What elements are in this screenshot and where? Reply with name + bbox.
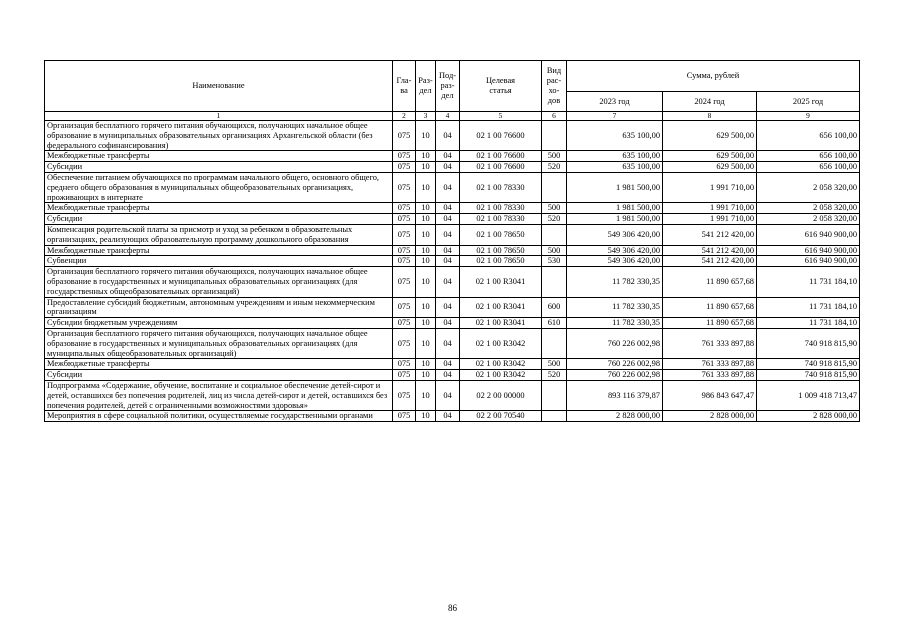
row-vid: 610 [542,318,567,329]
row-glava: 075 [393,380,416,410]
row-razdel: 10 [416,318,436,329]
row-glava: 075 [393,328,416,358]
row-sum-2025: 616 940 900,00 [757,224,860,245]
row-sum-2025: 656 100,00 [757,121,860,151]
row-sum-2025: 740 918 815,90 [757,370,860,381]
row-name: Субсидии бюджетным учреждениям [45,318,393,329]
row-sum-2025: 656 100,00 [757,162,860,173]
row-sum-2024: 1 991 710,00 [663,214,757,225]
row-target: 02 1 00 R3042 [460,370,542,381]
header-podrazdel: Под- раз- дел [436,61,460,112]
table-row [45,370,860,381]
table-row [45,224,860,245]
index-cell: 6 [542,112,567,121]
row-name: Организация бесплатного горячего питания обучающихся, получающих начальное общее образование в муниципальных образовательных организациях Архангельской области (без федерального софинансирования) [45,121,393,151]
row-glava: 075 [393,224,416,245]
row-name: Предоставление субсидий бюджетным, автономным учреждениям и иным некоммерческим организациям [45,297,393,318]
row-sum-2024: 629 500,00 [663,151,757,162]
row-sum-2025: 616 940 900,00 [757,245,860,256]
row-vid: 520 [542,370,567,381]
row-sum-2024: 1 991 710,00 [663,172,757,202]
index-cell: 2 [393,112,416,121]
row-glava: 075 [393,256,416,267]
row-vid [542,328,567,358]
row-razdel: 10 [416,121,436,151]
row-name: Организация бесплатного горячего питания обучающихся, получающих начальное общее образование в государственных и муниципальных образовательных организациях (для государственных общеобразовательных организаций) [45,267,393,297]
row-sum-2025: 2 058 320,00 [757,172,860,202]
row-sum-2025: 1 009 418 713,47 [757,380,860,410]
row-sum-2023: 11 782 330,35 [567,318,663,329]
row-sum-2023: 760 226 002,98 [567,359,663,370]
header-sum: Сумма, рублей [567,61,860,92]
row-razdel: 10 [416,151,436,162]
row-razdel: 10 [416,214,436,225]
table-row [45,172,860,202]
row-glava: 075 [393,370,416,381]
row-name: Межбюджетные трансферты [45,151,393,162]
row-sum-2023: 1 981 500,00 [567,214,663,225]
index-cell: 1 [45,112,393,121]
header-2023: 2023 год [567,92,663,112]
row-target: 02 2 00 00000 [460,380,542,410]
row-glava: 075 [393,318,416,329]
row-name: Субвенции [45,256,393,267]
row-glava: 075 [393,172,416,202]
row-podrazdel: 04 [436,224,460,245]
budget-table [44,60,860,422]
row-sum-2025: 616 940 900,00 [757,256,860,267]
row-name: Субсидии [45,370,393,381]
row-glava: 075 [393,151,416,162]
row-sum-2024: 1 991 710,00 [663,203,757,214]
row-sum-2023: 635 100,00 [567,162,663,173]
row-podrazdel: 04 [436,172,460,202]
row-target: 02 1 00 R3042 [460,359,542,370]
row-glava: 075 [393,411,416,422]
row-target: 02 1 00 R3041 [460,297,542,318]
table-row [45,151,860,162]
row-sum-2023: 635 100,00 [567,121,663,151]
header-glava: Гла- ва [393,61,416,112]
row-sum-2023: 11 782 330,35 [567,297,663,318]
row-sum-2023: 893 116 379,87 [567,380,663,410]
row-vid: 500 [542,359,567,370]
table-body [45,112,860,422]
row-podrazdel: 04 [436,318,460,329]
row-vid [542,380,567,410]
row-sum-2025: 11 731 184,10 [757,297,860,318]
index-cell: 7 [567,112,663,121]
row-glava: 075 [393,203,416,214]
row-target: 02 2 00 70540 [460,411,542,422]
row-sum-2023: 549 306 420,00 [567,245,663,256]
row-name: Подпрограмма «Содержание, обучение, воспитание и социальное обеспечение детей-сирот и детей, оставшихся без попечения родителей, лиц из числа детей-сирот и детей, оставшихся без попечения родителей, детей с ограниченными возможностями здоровья» [45,380,393,410]
row-vid [542,267,567,297]
row-razdel: 10 [416,224,436,245]
index-cell: 4 [436,112,460,121]
row-sum-2024: 986 843 647,47 [663,380,757,410]
row-sum-2025: 2 828 000,00 [757,411,860,422]
row-target: 02 1 00 78330 [460,214,542,225]
row-target: 02 1 00 R3042 [460,328,542,358]
row-glava: 075 [393,162,416,173]
row-sum-2024: 761 333 897,88 [663,359,757,370]
row-sum-2025: 11 731 184,10 [757,318,860,329]
row-vid: 500 [542,245,567,256]
index-cell: 3 [416,112,436,121]
row-razdel: 10 [416,297,436,318]
row-vid: 500 [542,203,567,214]
table-row [45,380,860,410]
row-name: Компенсация родительской платы за присмотр и уход за ребенком в образовательных организациях, реализующих образовательную программу дошкольного образования [45,224,393,245]
row-razdel: 10 [416,172,436,202]
table-row [45,121,860,151]
row-sum-2024: 11 890 657,68 [663,297,757,318]
row-podrazdel: 04 [436,328,460,358]
row-podrazdel: 04 [436,380,460,410]
row-glava: 075 [393,245,416,256]
row-target: 02 1 00 78330 [460,203,542,214]
row-sum-2024: 761 333 897,88 [663,370,757,381]
table-row [45,297,860,318]
row-podrazdel: 04 [436,203,460,214]
row-razdel: 10 [416,162,436,173]
row-glava: 075 [393,267,416,297]
row-podrazdel: 04 [436,245,460,256]
row-target: 02 1 00 78330 [460,172,542,202]
table-row [45,214,860,225]
row-vid: 500 [542,151,567,162]
table-row [45,203,860,214]
index-row [45,112,860,121]
row-vid: 520 [542,214,567,225]
row-sum-2024: 629 500,00 [663,162,757,173]
header-2024: 2024 год [663,92,757,112]
row-sum-2023: 760 226 002,98 [567,328,663,358]
row-razdel: 10 [416,359,436,370]
row-name: Организация бесплатного горячего питания обучающихся, получающих начальное общее образование в государственных и муниципальных образовательных организациях (для муниципальных общеобразовательных организаций) [45,328,393,358]
row-glava: 075 [393,214,416,225]
row-sum-2024: 761 333 897,88 [663,328,757,358]
row-target: 02 1 00 78650 [460,224,542,245]
row-vid [542,172,567,202]
index-cell: 9 [757,112,860,121]
row-name: Обеспечение питанием обучающихся по программам начального общего, основного общего, среднего общего образования в муниципальных общеобразовательных организациях, проживающих в интернате [45,172,393,202]
row-sum-2023: 11 782 330,35 [567,267,663,297]
row-sum-2025: 740 918 815,90 [757,359,860,370]
row-razdel: 10 [416,267,436,297]
row-sum-2025: 740 918 815,90 [757,328,860,358]
row-sum-2024: 541 212 420,00 [663,224,757,245]
row-sum-2024: 11 890 657,68 [663,318,757,329]
row-vid: 600 [542,297,567,318]
table-row [45,267,860,297]
row-sum-2025: 656 100,00 [757,151,860,162]
row-razdel: 10 [416,256,436,267]
row-podrazdel: 04 [436,121,460,151]
row-target: 02 1 00 78650 [460,245,542,256]
row-vid [542,224,567,245]
table-row [45,411,860,422]
row-sum-2023: 1 981 500,00 [567,203,663,214]
row-razdel: 10 [416,328,436,358]
row-name: Межбюджетные трансферты [45,245,393,256]
header-razdel: Раз- дел [416,61,436,112]
row-razdel: 10 [416,411,436,422]
row-glava: 075 [393,359,416,370]
row-podrazdel: 04 [436,256,460,267]
row-razdel: 10 [416,370,436,381]
row-target: 02 1 00 R3041 [460,318,542,329]
row-name: Субсидии [45,214,393,225]
row-razdel: 10 [416,203,436,214]
table-row [45,245,860,256]
row-target: 02 1 00 78650 [460,256,542,267]
row-name: Субсидии [45,162,393,173]
page-number: 86 [448,603,457,613]
row-podrazdel: 04 [436,411,460,422]
row-podrazdel: 04 [436,297,460,318]
row-sum-2023: 2 828 000,00 [567,411,663,422]
table-row [45,328,860,358]
row-sum-2023: 760 226 002,98 [567,370,663,381]
row-podrazdel: 04 [436,370,460,381]
row-vid: 520 [542,162,567,173]
index-cell: 5 [460,112,542,121]
budget-table-page [44,60,859,422]
header-name: Наименование [45,61,393,112]
row-glava: 075 [393,121,416,151]
row-vid [542,411,567,422]
row-sum-2023: 635 100,00 [567,151,663,162]
header-target: Целевая статья [460,61,542,112]
row-podrazdel: 04 [436,267,460,297]
row-vid [542,121,567,151]
row-sum-2024: 11 890 657,68 [663,267,757,297]
index-cell: 8 [663,112,757,121]
table-row [45,256,860,267]
row-vid: 530 [542,256,567,267]
row-razdel: 10 [416,245,436,256]
row-sum-2023: 549 306 420,00 [567,224,663,245]
row-razdel: 10 [416,380,436,410]
row-name: Межбюджетные трансферты [45,359,393,370]
row-name: Мероприятия в сфере социальной политики, осуществляемые государственными органами [45,411,393,422]
row-target: 02 1 00 76600 [460,121,542,151]
row-sum-2024: 541 212 420,00 [663,256,757,267]
row-sum-2024: 2 828 000,00 [663,411,757,422]
row-podrazdel: 04 [436,151,460,162]
table-row [45,359,860,370]
row-sum-2023: 1 981 500,00 [567,172,663,202]
row-glava: 075 [393,297,416,318]
table-row [45,318,860,329]
row-target: 02 1 00 76600 [460,151,542,162]
row-podrazdel: 04 [436,214,460,225]
header-vid: Вид рас- хо- дов [542,61,567,112]
row-sum-2024: 629 500,00 [663,121,757,151]
row-sum-2025: 2 058 320,00 [757,214,860,225]
row-target: 02 1 00 R3041 [460,267,542,297]
row-target: 02 1 00 76600 [460,162,542,173]
row-sum-2025: 2 058 320,00 [757,203,860,214]
row-sum-2025: 11 731 184,10 [757,267,860,297]
table-row [45,162,860,173]
row-podrazdel: 04 [436,359,460,370]
row-sum-2023: 549 306 420,00 [567,256,663,267]
row-sum-2024: 541 212 420,00 [663,245,757,256]
row-name: Межбюджетные трансферты [45,203,393,214]
row-podrazdel: 04 [436,162,460,173]
header-2025: 2025 год [757,92,860,112]
